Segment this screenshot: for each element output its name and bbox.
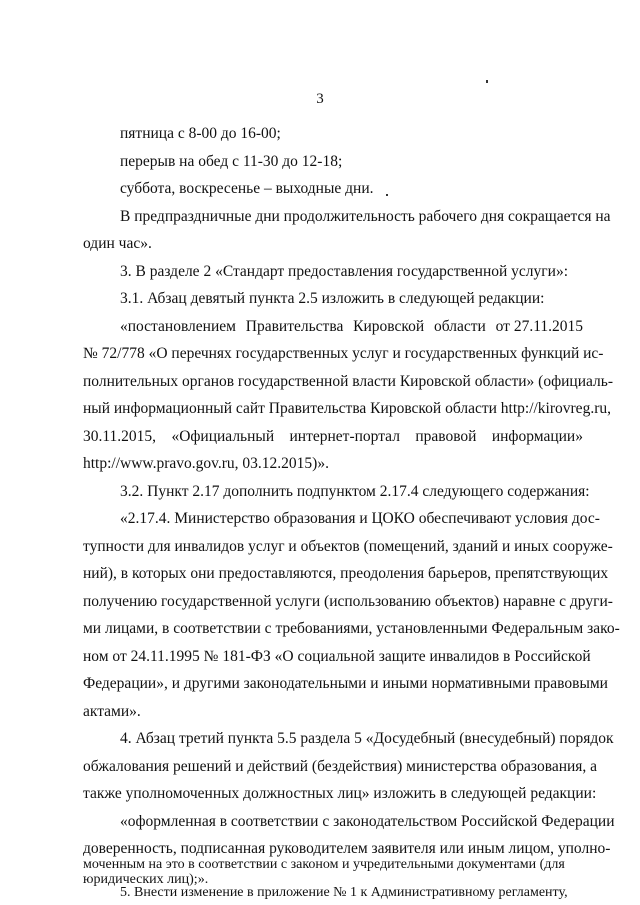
word: интернет-портал [289, 428, 400, 445]
text-line: 4. Абзац третий пункта 5.5 раздела 5 «Досудебный (внесудебный) порядок [120, 730, 614, 747]
text-line: № 72/778 «О перечнях государственных услуг и государственных функций ис- [83, 345, 604, 362]
word: от 27.11.2015 [495, 318, 583, 335]
word: Кировской [353, 318, 425, 335]
page-number: 3 [316, 91, 324, 107]
word: правовой [415, 428, 477, 445]
text-line: Федерации», и другими законодательными и иными нормативными правовыми [83, 675, 608, 692]
word: Правительства [245, 318, 344, 335]
text-line: 3.2. Пункт 2.17 дополнить подпунктом 2.17.4 следующего содержания: [120, 483, 590, 500]
text-line: 3.1. Абзац девятый пункта 2.5 изложить в следующей редакции: [120, 290, 545, 307]
text-line-justified [120, 317, 583, 337]
text-line: тупности для инвалидов услуг и объектов (помещений, зданий и иных сооруже- [83, 538, 613, 555]
text-line: обжалования решений и действий (бездействия) министерства образования, а [83, 758, 598, 775]
text-line: В предпраздничные дни продолжительность рабочего дня сокращается на [120, 208, 611, 225]
text-line: ний), в которых они предоставляются, преодоления барьеров, препятствующих [83, 565, 609, 582]
text-line: «2.17.4. Министерство образования и ЦОКО обеспечивают условия дос- [120, 510, 600, 527]
text-line: полнительных органов государственной власти Кировской области» (официаль- [83, 373, 613, 390]
word: области [433, 318, 486, 335]
text-line: один час». [83, 235, 152, 252]
text-line: ный информационный сайт Правительства Кировской области http://kirovreg.ru, [83, 400, 611, 417]
text-line: «оформленная в соответствии с законодательством Российской Федерации [120, 813, 615, 830]
text-line: актами». [83, 703, 141, 720]
text-line: доверенность, подписанная руководителем заявителя или иным лицом, уполно- [83, 840, 611, 857]
scan-speck [486, 80, 488, 83]
text-line: пятница с 8-00 до 16-00; [120, 125, 281, 142]
word: «постановлением [120, 318, 236, 335]
text-line: перерыв на обед с 11-30 до 12-18; [120, 153, 343, 170]
text-line: http://www.pravo.gov.ru, 03.12.2015)». [83, 455, 329, 472]
text-line: 3. В разделе 2 «Стандарт предоставления государственной услуги»: [120, 263, 569, 280]
text-line: суббота, воскресенье – выходные дни. [120, 180, 374, 197]
word: информации» [491, 428, 583, 445]
text-line: также уполномоченных должностных лиц» изложить в следующей редакции: [83, 785, 597, 802]
text-line-justified [83, 427, 583, 447]
text-line: получению государственной услуги (использованию объектов) наравне с други- [83, 593, 613, 610]
scan-speck [386, 194, 388, 196]
text-line: моченным на это в соответствии с законом и учредительными документами (для [83, 857, 565, 872]
text-line: 5. Внести изменение в приложение № 1 к Административному регламенту, [120, 885, 568, 900]
text-line: ном от 24.11.1995 № 181-ФЗ «О социальной защите инвалидов в Российской [83, 648, 591, 665]
word: 30.11.2015, [83, 428, 157, 445]
text-line: ми лицами, в соответствии с требованиями, установленными Федеральным зако- [83, 620, 620, 637]
text-line: юридических лиц);». [83, 872, 209, 887]
word: «Официальный [171, 428, 275, 445]
